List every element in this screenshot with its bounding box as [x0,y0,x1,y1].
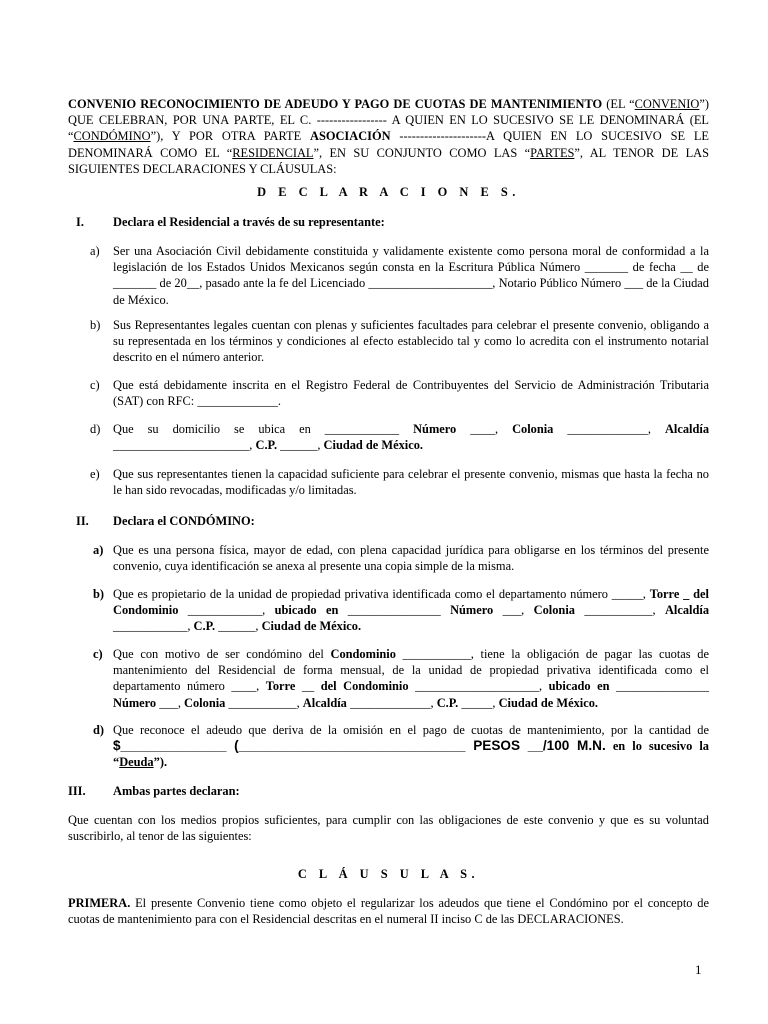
section-1-number: I. [76,215,84,229]
item-2d-text: Que reconoce el adeudo que deriva de la omisión en el pago de cuotas de mantenimiento, por la cantidad de $______________ (______________________________ PESOS __/100 M.N. en lo sucesivo la “Deuda”). [113,723,709,770]
intro-condomino-term: CONDÓMINO [73,129,151,144]
item-1a-text: Ser una Asociación Civil debidamente constituida y validamente existente como persona moral de conformidad a la legislación de los Estados Unidos Mexicanos según consta en la Escritura Pública Número _______ de fecha __ de _______ de 20__, pasado ante la fe del Licenciado ____________________, Notario Público Número ___ de la Ciudad de México. [113,244,709,307]
item-2b-text: Que es propietario de la unidad de propiedad privativa identificada como el departamento número _____, Torre _ del Condominio ____________, ubicado en _______________ Número ___, Colonia ___________, Alcaldía ____________, C.P. ______, Ciudad de México. [113,587,710,634]
section-1-title: Declara el Residencial a través de su representante: [113,215,385,229]
item-2c-text: Que con motivo de ser condómino del Condominio ___________, tiene la obligación de pagar las cuotas de mantenimiento del Residencial de forma mensual, de la unidad de propiedad privativa identificada como el departamento número ____, Torre __ del Condominio ____________________, ubicado en _______________ Número ___, Colonia ___________, Alcaldía _____________, C.P. _____, Ciudad de México. [113,647,710,710]
intro-convenio-term: CONVENIO [634,97,700,111]
section-3-number: III. [68,784,86,798]
item-2d-letter: d) [93,723,105,737]
item-1a-letter: a) [90,244,100,258]
section-2-number: II. [76,514,89,528]
deuda-term: Deuda [119,755,154,770]
item-2c-letter: c) [93,647,103,661]
item-1e-text: Que sus representantes tienen la capacidad suficiente para celebrar el presente convenio, mismas que hasta la fecha no le han sido revocadas, modificadas y/o limitadas. [113,467,709,498]
item-2b-letter: b) [93,587,105,601]
section-3-text: Que cuentan con los medios propios suficientes, para cumplir con las obligaciones de este convenio y que es su voluntad suscribirlo, al tenor de las siguientes: [68,813,709,844]
intro-residencial-term: RESIDENCIAL [232,145,314,160]
clause-primera-text: El presente Convenio tiene como objeto el regularizar los adeudos que tiene el Condómino por el concepto de cuotas de mantenimiento para con el Residencial descritas en el numeral II inciso C de las DECLARACIONES. [68,896,709,927]
intro-partes-term: PARTES [530,145,575,160]
declaraciones-heading: D E C L A R A C I O N E S. [257,185,520,199]
item-1c-text: Que está debidamente inscrita en el Registro Federal de Contribuyentes del Servicio de Administración Tributaria (SAT) con RFC: _____________. [113,378,709,409]
clausulas-heading: C L Á U S U L A S. [297,867,480,881]
section-2-title: Declara el CONDÓMINO: [113,514,255,528]
page-number: 1 [695,962,702,977]
item-2a-letter: a) [93,543,104,557]
section-3-title: Ambas partes declaran: [113,784,240,798]
clause-primera [68,895,709,927]
item-2a-text: Que es una persona física, mayor de edad, con plena capacidad jurídica para obligarse en los términos del presente convenio, cuya identificación se anexa al presente una copia simple de la misma. [113,543,709,574]
item-1c-letter: c) [90,378,100,392]
intro-paragraph: CONVENIO RECONOCIMIENTO DE ADEUDO Y PAGO DE CUOTAS DE MANTENIMIENTO (EL “CONVENIO”) QUE CELEBRAN, POR UNA PARTE, EL C. ----------------- A QUIEN EN LO SUCESIVO SE LE DENOMINARÁ (EL “CONDÓMINO”), Y POR OTRA PARTE ASOCIACIÓN ---------------------A QUIEN EN LO SUCESIVO SE LE DENOMINARÁ COMO EL “RESIDENCIAL”, EN SU CONJUNTO COMO LAS “PARTES”, AL TENOR DE LAS SIGUIENTES DECLARACIONES Y CLÁUSULAS: [68,97,710,176]
item-1d-letter: d) [90,422,101,436]
debt-amount-line: $______________ (______________________________ PESOS __/100 M.N. [113,738,606,754]
item-1e-letter: e) [90,467,100,481]
intro-asociacion: ASOCIACIÓN [310,129,391,144]
item-1d-text: Que su domicilio se ubica en ____________ Número ____, Colonia _____________, Alcaldía ______________________, C.P. ______, Ciudad de México. [113,422,710,453]
item-1b-letter: b) [90,318,101,332]
clause-primera-label: PRIMERA. [68,896,131,910]
item-1b-text: Sus Representantes legales cuentan con plenas y suficientes facultades para celebrar el presente convenio, obligando a su representada en los términos y condiciones al efecto establecido tal y como lo acredita con el instrumento notarial descrito en el número anterior. [113,318,709,365]
intro-agreement-title: CONVENIO RECONOCIMIENTO DE ADEUDO Y PAGO DE CUOTAS DE MANTENIMIENTO [68,97,603,111]
